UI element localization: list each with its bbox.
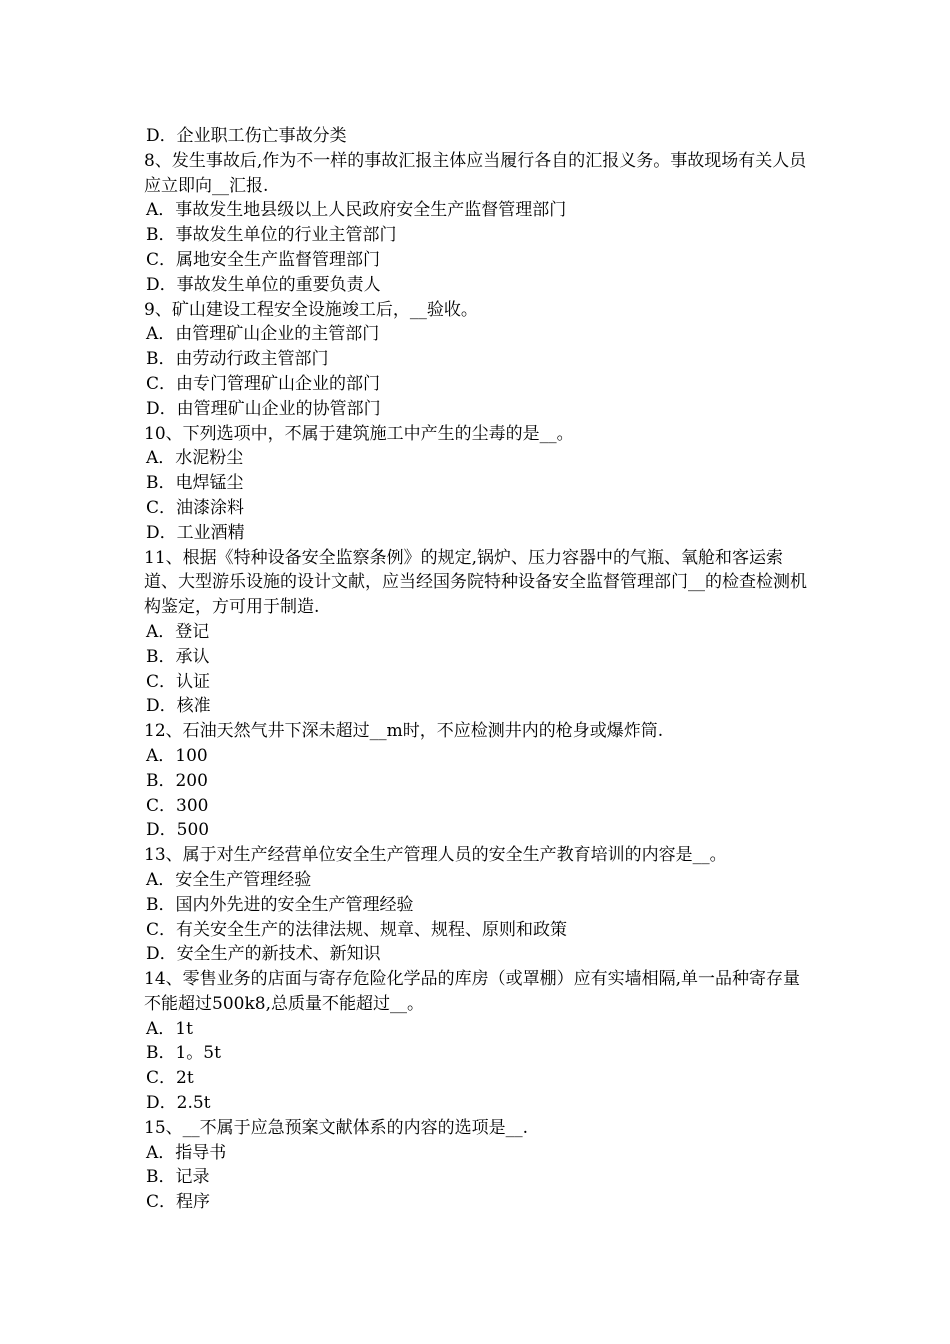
answer-option: C．油漆涂料 [146, 497, 245, 518]
answer-option: C．属地安全生产监督管理部门 [146, 249, 381, 270]
answer-option: A．安全生产管理经验 [146, 869, 312, 890]
answer-option: A．由管理矿山企业的主管部门 [146, 324, 380, 345]
answer-option: C．300 [146, 795, 209, 816]
answer-option: B．承认 [146, 646, 210, 667]
answer-option: B．国内外先进的安全生产管理经验 [146, 894, 414, 915]
answer-option: B．记录 [146, 1167, 210, 1188]
question-text: 13、属于对生产经营单位安全生产管理人员的安全生产教育培训的内容是__。 [144, 845, 727, 866]
answer-option: D．500 [146, 820, 210, 841]
question-text: 14、零售业务的店面与寄存危险化学品的库房（或罩棚）应有实墙相隔,单一品种寄存量不能超过500k8,总质量不能超过__。 [144, 969, 801, 1014]
answer-option: B．事故发生单位的行业主管部门 [146, 225, 397, 246]
answer-option: A．水泥粉尘 [146, 448, 244, 469]
answer-option: A．事故发生地县级以上人民政府安全生产监督管理部门 [146, 200, 567, 221]
answer-option: C．认证 [146, 671, 211, 692]
answer-option: B．由劳动行政主管部门 [146, 349, 329, 370]
answer-option: B．电焊锰尘 [146, 473, 244, 494]
question-text: 15、__不属于应急预案文献体系的内容的选项是__. [144, 1117, 529, 1138]
question-text: 9、矿山建设工程安全设施竣工后，__验收。 [144, 299, 478, 320]
answer-option: A．100 [146, 745, 208, 766]
answer-option: D．安全生产的新技术、新知识 [146, 944, 381, 965]
answer-option: B．1。5t [146, 1043, 221, 1064]
answer-option: D．由管理矿山企业的协管部门 [146, 398, 381, 419]
answer-option: A．登记 [146, 621, 210, 642]
answer-option: A．指导书 [146, 1142, 227, 1163]
question-list [144, 124, 810, 1215]
question-text: 10、下列选项中，不属于建筑施工中产生的尘毒的是__。 [144, 423, 574, 444]
answer-option: C．程序 [146, 1192, 211, 1213]
question-text: 12、石油天然气井下深未超过__m时，不应检测井内的枪身或爆炸筒. [144, 721, 664, 742]
answer-option: B．200 [146, 770, 208, 791]
answer-option: D．企业职工伤亡事故分类 [146, 126, 347, 146]
answer-option: D．核准 [146, 696, 211, 717]
answer-option: D．工业酒精 [146, 522, 245, 543]
answer-option: C．由专门管理矿山企业的部门 [146, 373, 381, 394]
answer-option: D．2.5t [146, 1093, 211, 1114]
question-text: 11、根据《特种设备安全监察条例》的规定,锅炉、压力容器中的气瓶、氧舱和客运索道、大型游乐设施的设计文献，应当经国务院特种设备安全监督管理部门__的检查检测机构鉴定，方可用于制造. [144, 547, 807, 618]
answer-option: A．1t [146, 1018, 193, 1039]
answer-option: C．有关安全生产的法律法规、规章、规程、原则和政策 [146, 919, 568, 940]
answer-option: C．2t [146, 1068, 194, 1089]
answer-option: D．事故发生单位的重要负责人 [146, 274, 381, 295]
question-text: 8、发生事故后,作为不一样的事故汇报主体应当履行各自的汇报义务。事故现场有关人员应立即向__汇报. [144, 150, 807, 196]
